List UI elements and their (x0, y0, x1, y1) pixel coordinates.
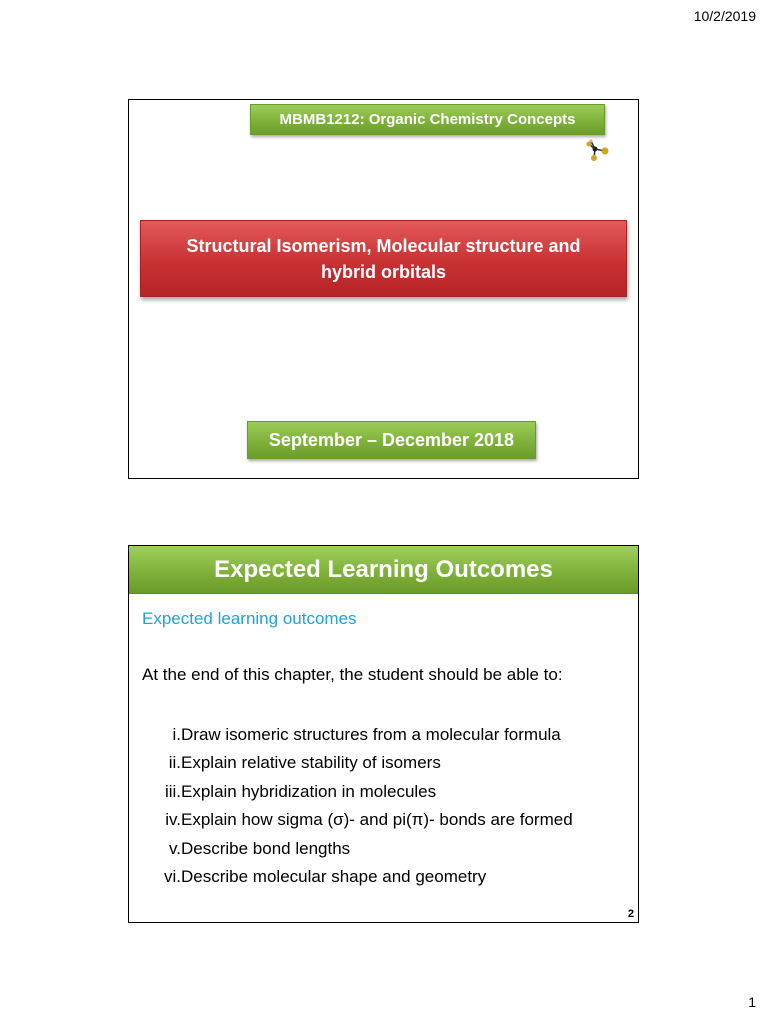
page-number: 1 (748, 994, 756, 1010)
list-item (142, 806, 573, 834)
list-item-number: iv. (165, 810, 181, 830)
list-item (142, 863, 487, 891)
slide-title (128, 99, 639, 479)
page-date: 10/2/2019 (693, 8, 756, 24)
list-item-number: iii. (164, 781, 181, 801)
list-item-text: Explain relative stability of isomers (181, 753, 441, 773)
chapter-title: Structural Isomerism, Molecular structure and hybrid orbitals (186, 235, 581, 282)
list-item-number: ii. (168, 753, 181, 773)
slide-number: 2 (627, 908, 634, 920)
list-item (142, 721, 561, 749)
course-title: MBMB1212: Organic Chemistry Concepts (250, 104, 605, 135)
list-item-text: Describe bond lengths (181, 838, 351, 858)
list-item-text: Draw isomeric structures from a molecular formula (181, 725, 561, 744)
term-dates: September – December 2018 (247, 421, 536, 459)
list-item-text: Describe molecular shape and geometry (181, 866, 487, 886)
list-item-text: Explain hybridization in molecules (181, 781, 437, 801)
outcomes-list (142, 721, 573, 891)
chapter-title-banner (140, 220, 627, 297)
list-item-number: i. (172, 725, 181, 744)
list-item (142, 749, 441, 777)
slide-subtitle: Expected learning outcomes (142, 609, 357, 628)
molecule-icon (581, 136, 615, 166)
slide-learning-outcomes (128, 545, 639, 923)
list-item-number: vi. (164, 866, 181, 886)
list-item (142, 778, 437, 806)
intro-text: At the end of this chapter, the student should be able to: (142, 665, 563, 684)
list-item (142, 835, 351, 863)
list-item-text: Explain how sigma (σ)- and pi(π)- bonds are formed (181, 810, 573, 830)
slide-header: Expected Learning Outcomes (129, 546, 638, 594)
list-item-number: v. (169, 838, 181, 858)
